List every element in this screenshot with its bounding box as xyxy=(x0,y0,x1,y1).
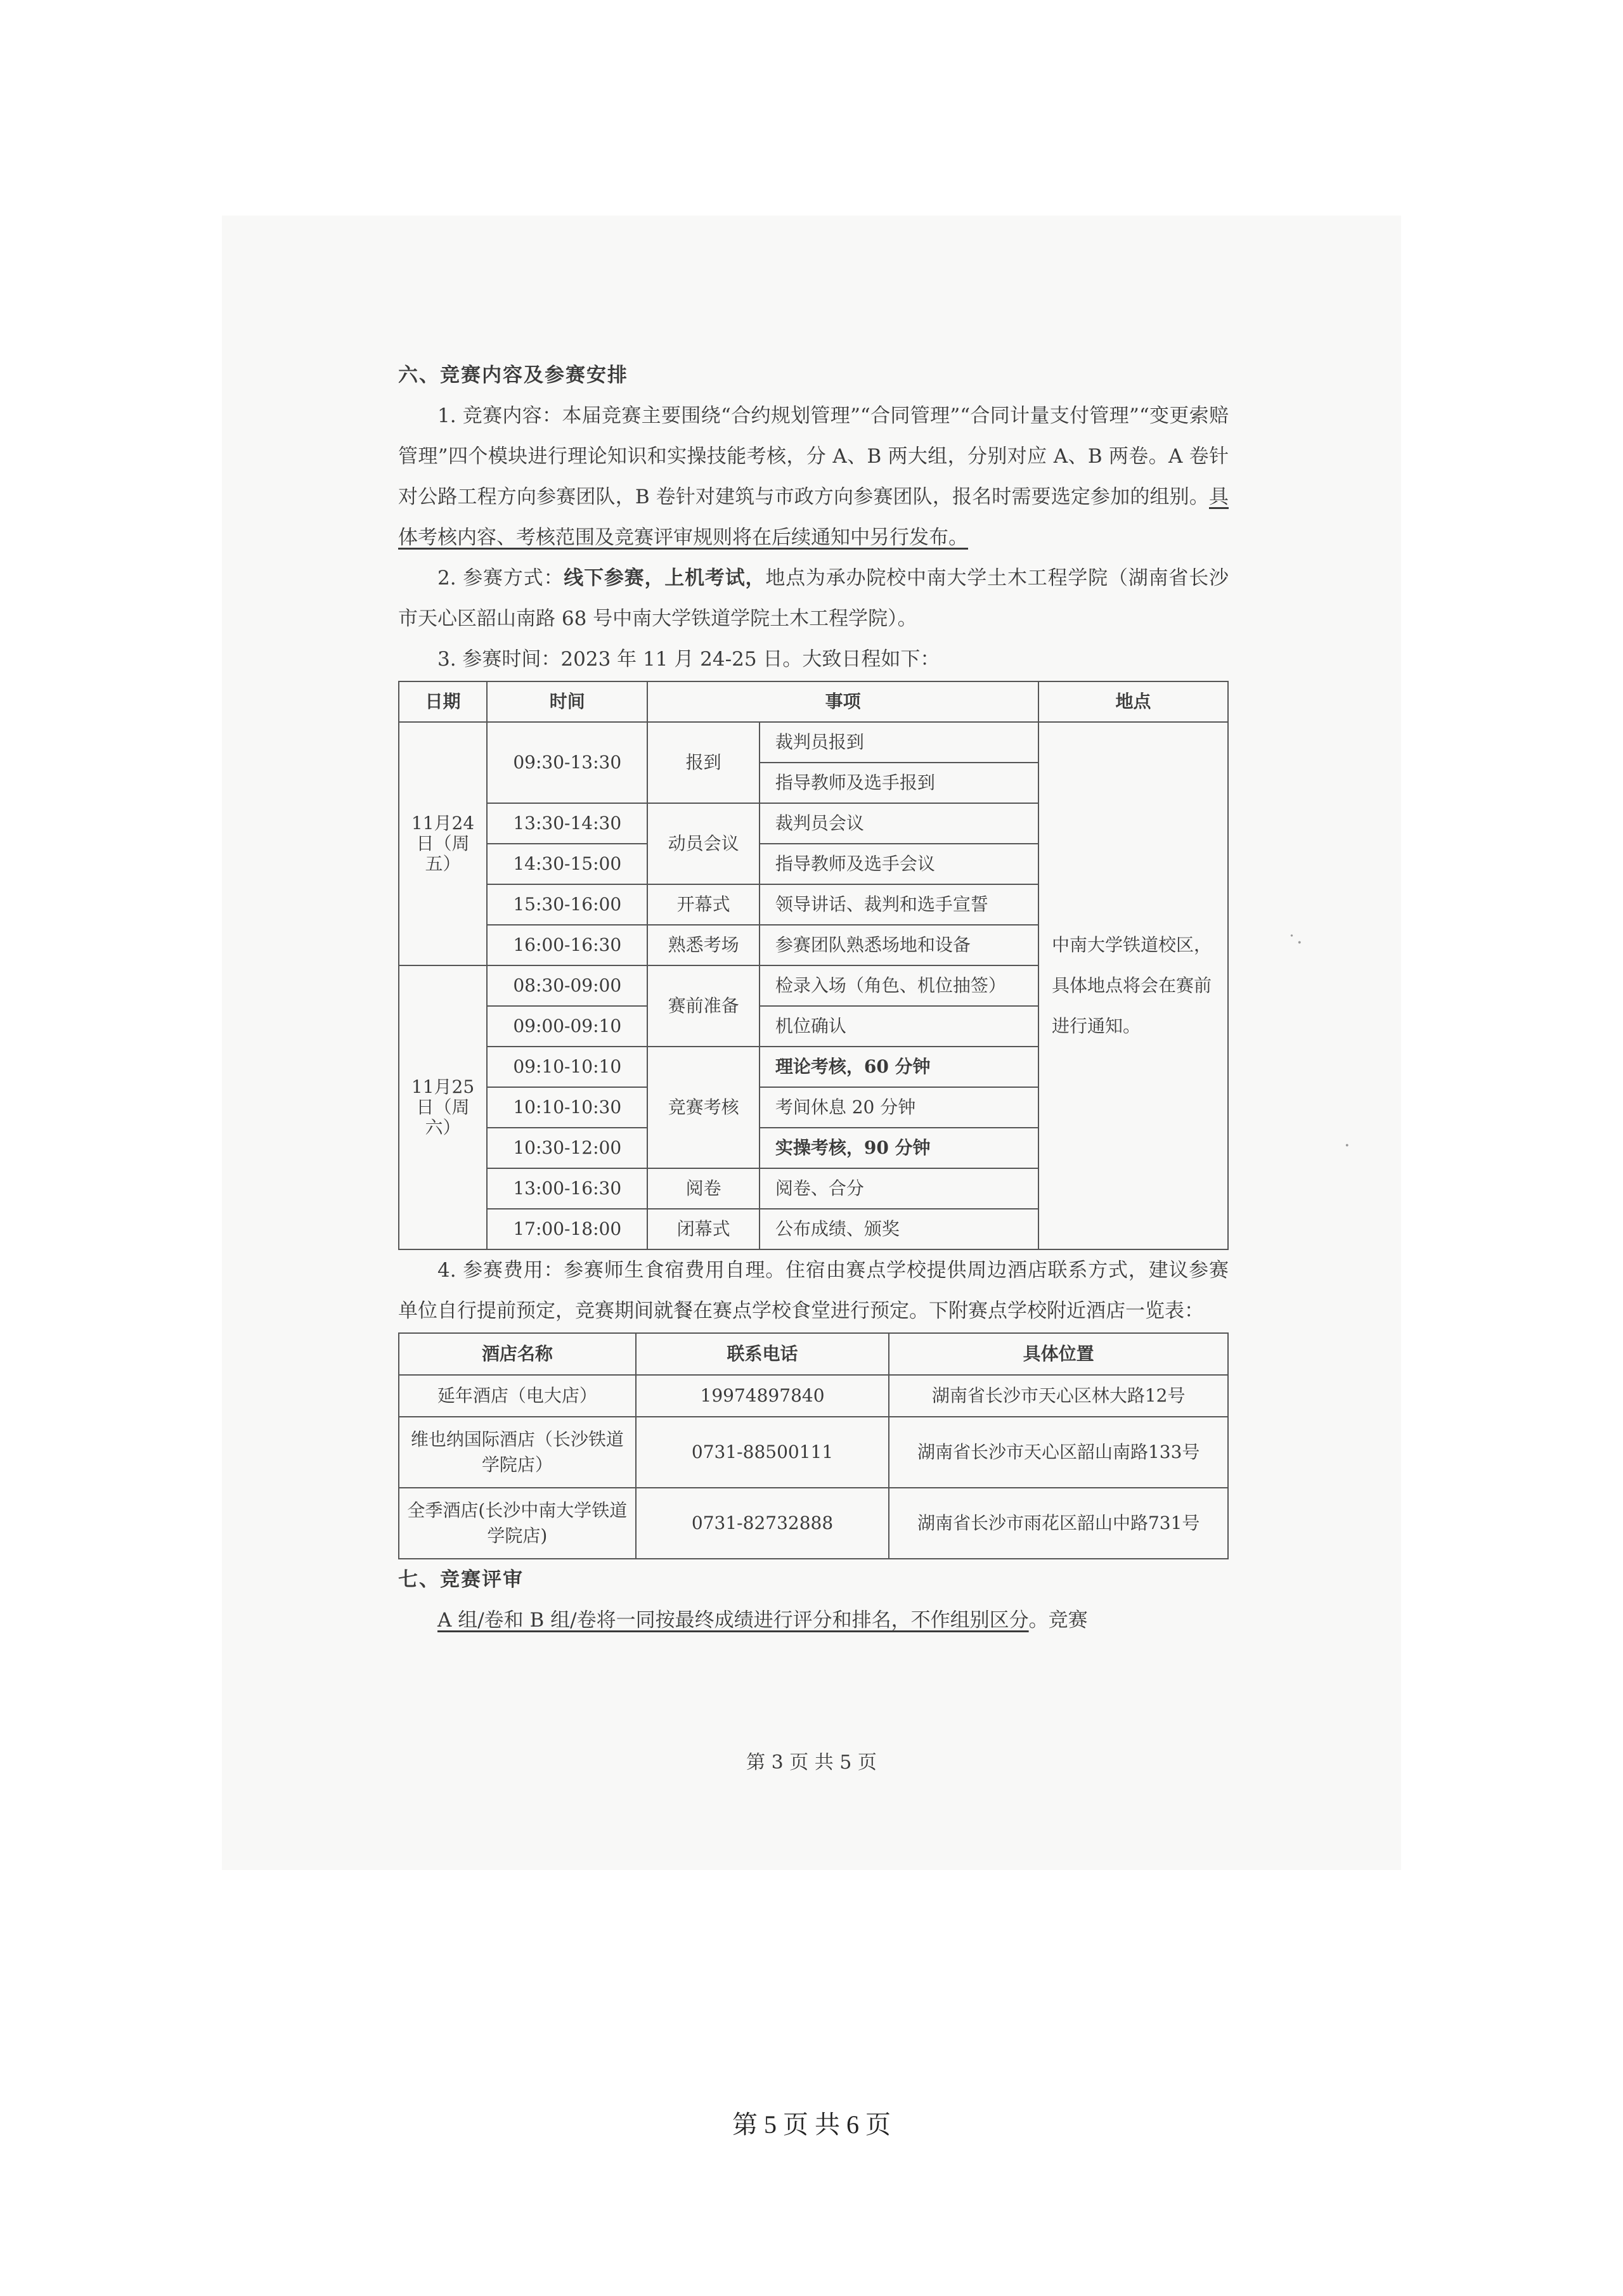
schedule-detail: 参赛团队熟悉场地和设备 xyxy=(760,925,1038,965)
schedule-time: 10:30-12:00 xyxy=(487,1128,647,1168)
hotel-phone: 0731-88500111 xyxy=(636,1417,889,1488)
hotel-header-phone: 联系电话 xyxy=(636,1333,889,1375)
schedule-detail: 指导教师及选手会议 xyxy=(760,844,1038,884)
paragraph-section-7 xyxy=(398,1600,1229,1641)
schedule-day-1: 11月24日（周五） xyxy=(399,722,487,965)
hotel-name: 全季酒店(长沙中南大学铁道学院店) xyxy=(399,1488,636,1559)
paragraph-1 xyxy=(398,396,1229,558)
schedule-time: 14:30-15:00 xyxy=(487,844,647,884)
schedule-header-time: 时间 xyxy=(487,681,647,722)
schedule-time: 17:00-18:00 xyxy=(487,1209,647,1249)
schedule-header-date: 日期 xyxy=(399,681,487,722)
paragraph-2-text: 地点为承办院校中南大学土木工程学院（湖南省长沙市天心区韶山南路 68 号中南大学铁道学院土木工程学院）。 xyxy=(398,567,1229,630)
schedule-time: 09:30-13:30 xyxy=(487,722,647,803)
schedule-time: 09:00-09:10 xyxy=(487,1006,647,1047)
table-row xyxy=(399,1375,1228,1417)
section-7-heading: 七、竞赛评审 xyxy=(398,1568,524,1591)
schedule-detail: 考间休息 20 分钟 xyxy=(760,1087,1038,1128)
schedule-table xyxy=(398,681,1229,1250)
schedule-header-item: 事项 xyxy=(647,681,1038,722)
schedule-item: 阅卷 xyxy=(647,1168,759,1209)
schedule-time: 15:30-16:00 xyxy=(487,884,647,925)
schedule-header-location: 地点 xyxy=(1038,681,1228,722)
scan-speck: · xyxy=(1344,1135,1350,1157)
schedule-day-2: 11月25日（周六） xyxy=(399,965,487,1249)
schedule-detail: 公布成绩、颁奖 xyxy=(760,1209,1038,1249)
paragraph-3: 3. 参赛时间：2023 年 11 月 24-25 日。大致日程如下： xyxy=(437,648,940,671)
paragraph-1-text: 1. 竞赛内容：本届竞赛主要围绕“合约规划管理”“合同管理”“合同计量支付管理”“变更索赔管理”四个模块进行理论知识和实操技能考核，分 A、B 两大组，分别对应 A、B 两卷。A 卷针对公路工程方向参赛团队，B 卷针对建筑与市政方向参赛团队，报名时需要选定参加的组别。 xyxy=(398,404,1229,508)
schedule-item: 竞赛考核 xyxy=(647,1047,759,1168)
schedule-detail: 指导教师及选手报到 xyxy=(760,763,1038,803)
schedule-item: 报到 xyxy=(647,722,759,803)
section-7-tail: 。竞赛 xyxy=(1028,1609,1088,1632)
schedule-detail: 检录入场（角色、机位抽签） xyxy=(760,965,1038,1006)
schedule-detail: 领导讲话、裁判和选手宣誓 xyxy=(760,884,1038,925)
hotel-name: 维也纳国际酒店（长沙铁道学院店） xyxy=(399,1417,636,1488)
schedule-detail: 机位确认 xyxy=(760,1006,1038,1047)
schedule-time: 10:10-10:30 xyxy=(487,1087,647,1128)
table-row xyxy=(399,1488,1228,1559)
document-body xyxy=(398,355,1229,1641)
hotel-header-name: 酒店名称 xyxy=(399,1333,636,1375)
paragraph-2-bold: 线下参赛，上机考试， xyxy=(564,567,766,590)
hotel-address: 湖南省长沙市雨花区韶山中路731号 xyxy=(889,1488,1228,1559)
scanned-page-number: 第 3 页 共 5 页 xyxy=(746,1751,877,1774)
schedule-detail: 裁判员报到 xyxy=(760,722,1038,763)
schedule-item: 赛前准备 xyxy=(647,965,759,1047)
schedule-location: 中南大学铁道校区，具体地点将会在赛前进行通知。 xyxy=(1038,722,1228,1249)
section-7-underlined: A 组/卷和 B 组/卷将一同按最终成绩进行评分和排名，不作组别区分 xyxy=(437,1609,1029,1632)
schedule-detail: 裁判员会议 xyxy=(760,803,1038,844)
schedule-time: 08:30-09:00 xyxy=(487,965,647,1006)
schedule-item: 动员会议 xyxy=(647,803,759,884)
schedule-time: 13:00-16:30 xyxy=(487,1168,647,1209)
section-6-heading: 六、竞赛内容及参赛安排 xyxy=(398,364,628,387)
schedule-detail: 阅卷、合分 xyxy=(760,1168,1038,1209)
hotel-header-address: 具体位置 xyxy=(889,1333,1228,1375)
schedule-detail: 实操考核，90 分钟 xyxy=(760,1128,1038,1168)
schedule-item: 熟悉考场 xyxy=(647,925,759,965)
schedule-item: 开幕式 xyxy=(647,884,759,925)
page-number: 第 5 页 共 6 页 xyxy=(732,2110,891,2139)
schedule-header-row xyxy=(399,681,1228,722)
hotel-name: 延年酒店（电大店） xyxy=(399,1375,636,1417)
paragraph-1-underlined: 具体考核内容、考核范围及竞赛评审规则将在后续通知中另行发布。 xyxy=(398,486,1229,549)
hotel-address: 湖南省长沙市天心区韶山南路133号 xyxy=(889,1417,1228,1488)
schedule-time: 09:10-10:10 xyxy=(487,1047,647,1087)
hotel-address: 湖南省长沙市天心区林大路12号 xyxy=(889,1375,1228,1417)
hotel-phone: 0731-82732888 xyxy=(636,1488,889,1559)
paragraph-2 xyxy=(398,558,1229,639)
table-row xyxy=(399,1417,1228,1488)
schedule-detail: 理论考核，60 分钟 xyxy=(760,1047,1038,1087)
schedule-time: 16:00-16:30 xyxy=(487,925,647,965)
hotel-phone: 19974897840 xyxy=(636,1375,889,1417)
scan-speck: ˙· xyxy=(1287,932,1303,954)
schedule-time: 13:30-14:30 xyxy=(487,803,647,844)
hotel-table xyxy=(398,1332,1229,1559)
paragraph-2-label: 2. 参赛方式： xyxy=(437,567,564,590)
schedule-item: 闭幕式 xyxy=(647,1209,759,1249)
paragraph-4: 4. 参赛费用：参赛师生食宿费用自理。住宿由赛点学校提供周边酒店联系方式，建议参赛单位自行提前预定，竞赛期间就餐在赛点学校食堂进行预定。下附赛点学校附近酒店一览表： xyxy=(398,1259,1229,1322)
table-row xyxy=(399,722,1228,763)
hotel-header-row xyxy=(399,1333,1228,1375)
